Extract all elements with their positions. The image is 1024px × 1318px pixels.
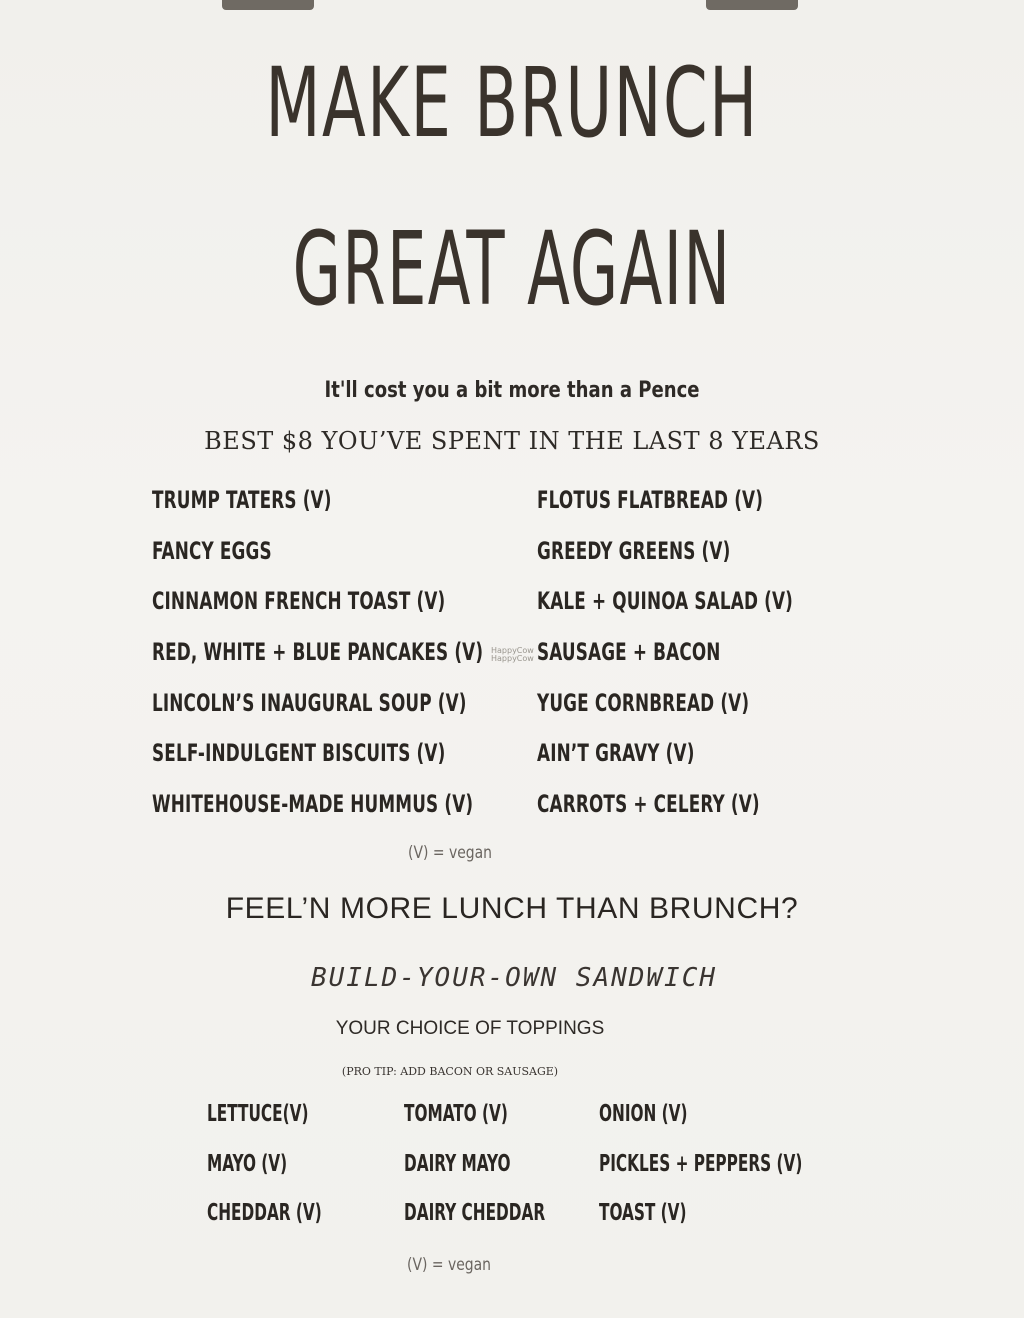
menu-item: CARROTS + CELERY (V) bbox=[537, 790, 760, 819]
topping-item: MAYO (V) bbox=[207, 1150, 288, 1177]
topping-item: TOMATO (V) bbox=[404, 1101, 508, 1127]
menu-item: WHITEHOUSE-MADE HUMMUS (V) bbox=[152, 790, 474, 819]
clip-left-tab bbox=[222, 0, 314, 10]
sandwich-subheading: BUILD-YOUR-OWN SANDWICH bbox=[310, 963, 718, 993]
menu-item: FLOTUS FLATBREAD (V) bbox=[537, 486, 764, 514]
topping-item: DAIRY MAYO bbox=[404, 1150, 511, 1177]
title-line-2: GREAT AGAIN bbox=[292, 210, 732, 329]
toppings-column-1 bbox=[207, 1098, 362, 1247]
toppings-column-3 bbox=[599, 1098, 874, 1247]
menu-item: RED, WHITE + BLUE PANCAKES (V) bbox=[152, 638, 484, 667]
menu-item: GREEDY GREENS (V) bbox=[537, 536, 731, 565]
topping-item: DAIRY CHEDDAR bbox=[404, 1200, 546, 1226]
menu-item: KALE + QUINOA SALAD (V) bbox=[537, 587, 793, 616]
menu-item: LINCOLN’S INAUGURAL SOUP (V) bbox=[152, 688, 467, 717]
menu-item: SELF-INDULGENT BISCUITS (V) bbox=[152, 739, 446, 768]
tagline: It'll cost you a bit more than a Pence bbox=[324, 378, 700, 403]
vegan-legend: (V) = vegan bbox=[408, 843, 493, 863]
vegan-legend-toppings: (V) = vegan bbox=[407, 1255, 492, 1275]
watermark bbox=[491, 647, 534, 663]
menu-item: SAUSAGE + BACON bbox=[537, 638, 721, 667]
topping-item: LETTUCE(V) bbox=[207, 1101, 309, 1127]
toppings-column-2 bbox=[404, 1098, 595, 1247]
lunch-heading: FEEL’N MORE LUNCH THAN BRUNCH? bbox=[225, 892, 799, 925]
toppings-heading: YOUR CHOICE OF TOPPINGS bbox=[335, 1018, 605, 1039]
brunch-menu-right-column bbox=[537, 483, 865, 838]
watermark-line: HappyCow bbox=[491, 646, 534, 655]
menu-item: YUGE CORNBREAD (V) bbox=[537, 688, 750, 717]
topping-item: TOAST (V) bbox=[599, 1200, 687, 1226]
menu-item: AIN’T GRAVY (V) bbox=[537, 739, 695, 768]
menu-item: FANCY EGGS bbox=[152, 536, 272, 565]
topping-item: ONION (V) bbox=[599, 1101, 688, 1127]
topping-item: PICKLES + PEPPERS (V) bbox=[599, 1150, 803, 1177]
title-line-1: MAKE BRUNCH bbox=[265, 47, 759, 159]
watermark-line: HappyCow bbox=[491, 654, 534, 663]
topping-item: CHEDDAR (V) bbox=[207, 1200, 322, 1226]
price-line: BEST $8 YOU’VE SPENT IN THE LAST 8 YEARS bbox=[204, 427, 820, 455]
menu-item: TRUMP TATERS (V) bbox=[152, 486, 332, 514]
pro-tip: (PRO TIP: ADD BACON OR SAUSAGE) bbox=[341, 1065, 559, 1078]
clip-right-tab bbox=[706, 0, 798, 10]
menu-item: CINNAMON FRENCH TOAST (V) bbox=[152, 587, 446, 616]
